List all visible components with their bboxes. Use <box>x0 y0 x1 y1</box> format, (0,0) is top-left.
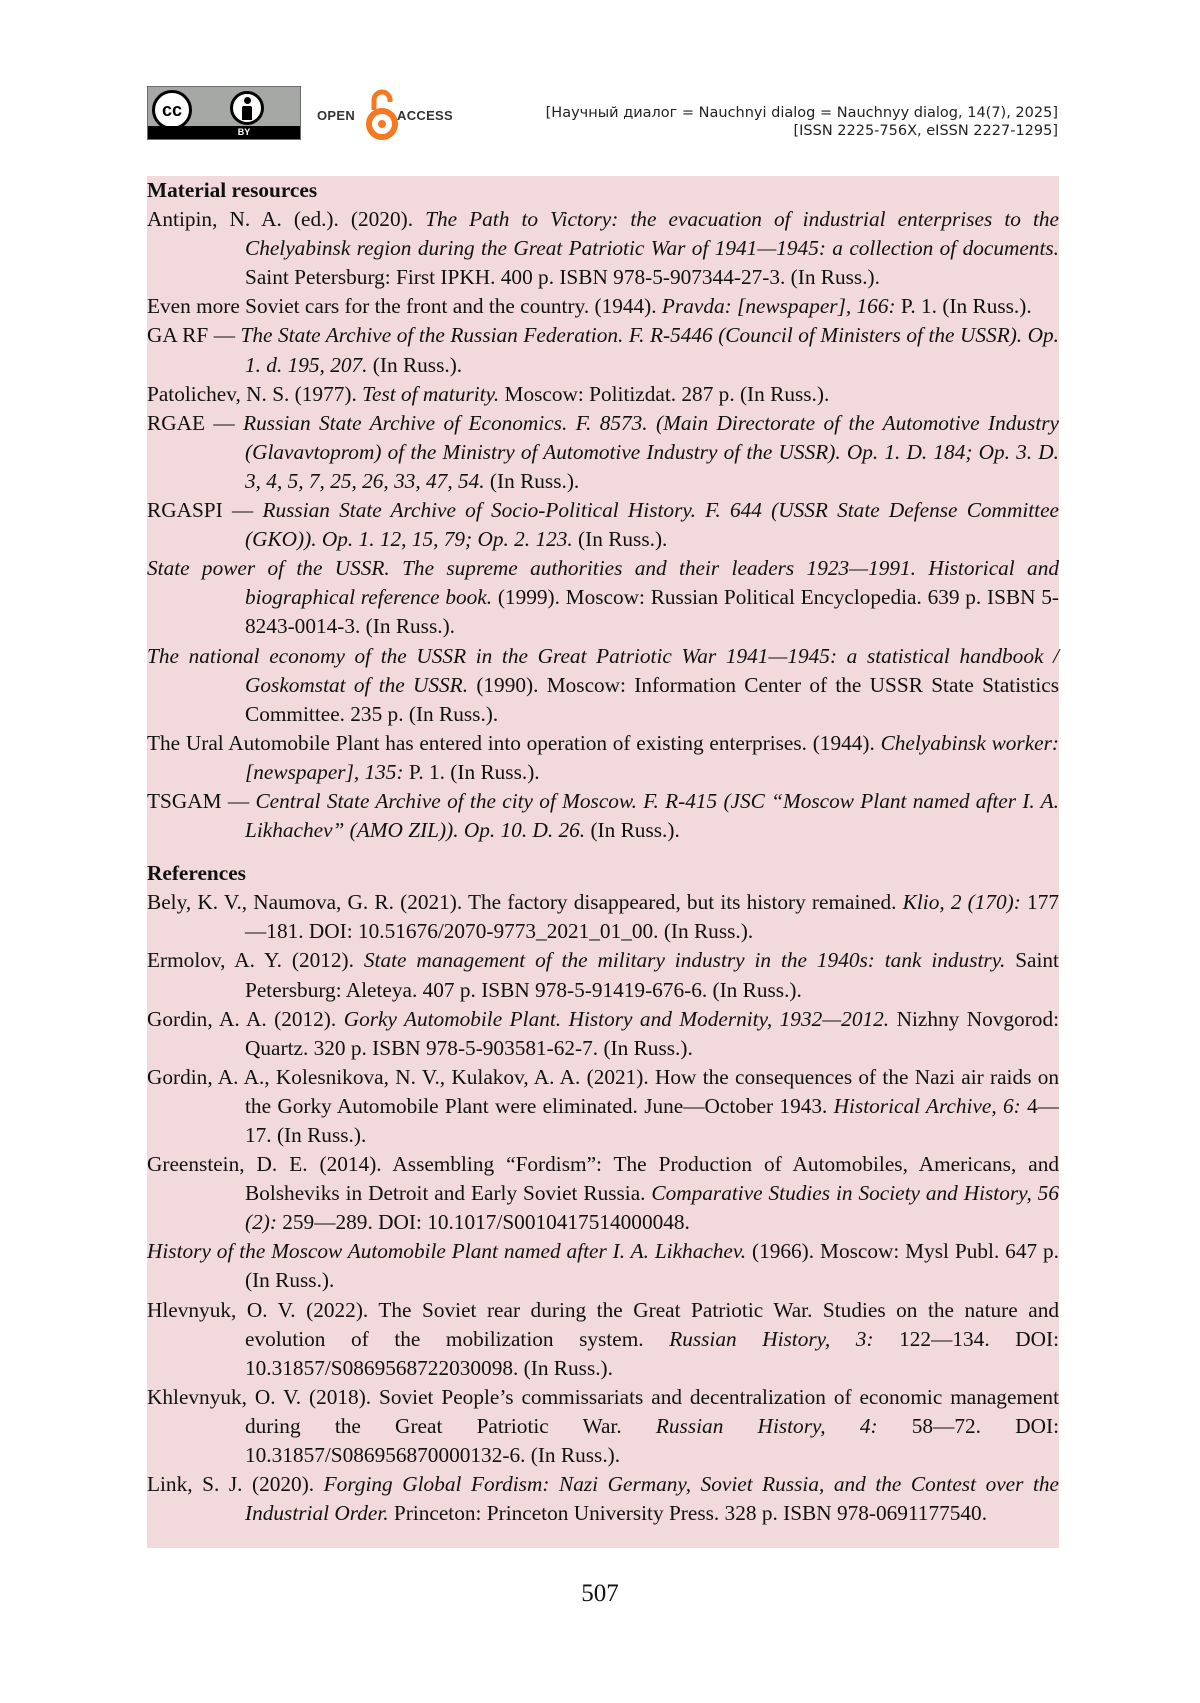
reference-text: 122—134. DOI: 10.31857/S0869568722030098. (In Russ.). <box>245 1326 1059 1380</box>
reference-text: Saint Petersburg: Aleteya. 407 p. ISBN 978-5-91419-676-6. (In Russ.). <box>245 948 1059 1002</box>
reference-italic-text: History of the Moscow Automobile Plant named after I. A. Likhachev. <box>147 1239 747 1264</box>
reference-text: Ermolov, A. Y. (2012). <box>147 948 364 973</box>
reference-entry <box>147 1150 1059 1237</box>
reference-italic-text: Chelyabinsk worker: [newspaper], 135: <box>245 730 1059 784</box>
reference-entry <box>147 321 1059 379</box>
page-header <box>147 86 1058 142</box>
reference-italic-text: Historical Archive, 6: <box>833 1093 1021 1118</box>
reference-text: (In Russ.). <box>484 468 580 493</box>
reference-text: Gordin, A. A., Kolesnikova, N. V., Kulakov, A. A. (2021). How the consequences of the Nazi air raids on the Gorky Automobile Plant were eliminated. June—October 1943. <box>147 1064 1059 1118</box>
page-number: 507 <box>581 1580 619 1607</box>
reference-entry <box>147 946 1059 1004</box>
open-lock-icon <box>364 88 400 140</box>
reference-text: (1990). Moscow: Information Center of the USSR State Statistics Committee. 235 p. (In Russ.). <box>245 672 1059 726</box>
cc-icon: cc <box>152 90 192 130</box>
open-access-right-text: ACCESS <box>397 108 453 123</box>
reference-text: Nizhny Novgorod: Quartz. 320 p. ISBN 978-5-903581-62-7. (In Russ.). <box>245 1006 1060 1060</box>
open-access-logo <box>317 86 467 142</box>
reference-text: (In Russ.). <box>572 527 668 552</box>
reference-entry <box>147 205 1059 292</box>
reference-entry <box>147 1005 1059 1063</box>
reference-text: 259—289. DOI: 10.1017/S0010417514000048. <box>276 1210 690 1235</box>
by-label: BY <box>148 126 300 139</box>
reference-text: Link, S. J. (2020). <box>147 1472 324 1497</box>
reference-text: RGAE — <box>147 410 244 435</box>
reference-text: Hlevnyuk, O. V. (2022). The Soviet rear during the Great Patriotic War. Studies on the nature and evolution of the mobilization system. <box>147 1297 1059 1351</box>
reference-italic-text: Comparative Studies in Society and History, 56 (2): <box>245 1181 1059 1235</box>
reference-italic-text: Forging Global Fordism: Nazi Germany, Soviet Russia, and the Contest over the Industrial Order. <box>245 1472 1059 1526</box>
reference-text: (1966). Moscow: Mysl Publ. 647 p. (In Russ.). <box>245 1239 1059 1293</box>
reference-entry <box>147 1237 1059 1295</box>
reference-entry <box>147 642 1059 729</box>
attribution-icon <box>230 91 264 125</box>
reference-text: The Ural Automobile Plant has entered into operation of existing enterprises. (1944). <box>147 730 881 755</box>
reference-entry <box>147 787 1059 845</box>
reference-text: 177—181. DOI: 10.51676/2070-9773_2021_01_00. (In Russ.). <box>245 890 1059 944</box>
reference-text: P. 1. (In Russ.). <box>403 759 540 784</box>
section-heading: References <box>147 861 246 886</box>
reference-text: 4—17. (In Russ.). <box>245 1093 1059 1147</box>
reference-italic-text: The Path to Victory: the evacuation of industrial enterprises to the Chelyabinsk region during the Great Patriotic War of 1941—1945: a collection of documents. <box>245 207 1059 261</box>
reference-text: Even more Soviet cars for the front and the country. (1944). <box>147 294 662 319</box>
reference-text: Bely, K. V., Naumova, G. R. (2021). The factory disappeared, but its history remained. <box>147 890 903 915</box>
section-heading: Material resources <box>147 178 318 202</box>
reference-entry <box>147 1383 1059 1470</box>
reference-italic-text: Russian State Archive of Socio-Political History. F. 644 (USSR State Defense Committee (GKO)). Op. 1. 12, 15, 79; Op. 2. 123. <box>245 498 1059 552</box>
reference-entry <box>147 1296 1059 1383</box>
reference-text: Greenstein, D. E. (2014). Assembling “Fordism”: The Production of Automobiles, Americans, and Bolsheviks in Detroit and Early Soviet Russia. <box>147 1152 1059 1206</box>
reference-italic-text: Russian History, 3: <box>669 1326 874 1351</box>
reference-list <box>147 205 1059 845</box>
reference-italic-text: Central State Archive of the city of Moscow. F. R-415 (JSC “Moscow Plant named after I. A. Likhachev” (AMO ZIL)). Op. 10. D. 26. <box>245 788 1059 843</box>
reference-italic-text: Gorky Automobile Plant. History and Modernity, 1932—2012. <box>343 1006 890 1031</box>
reference-italic-text: The national economy of the USSR in the Great Patriotic War 1941—1945: a statistical handbook / Goskomstat of the USSR. <box>147 643 1059 697</box>
reference-text: (1999). Moscow: Russian Political Encyclopedia. 639 p. ISBN 5-8243-0014-3. (In Russ.). <box>245 585 1059 639</box>
reference-italic-text: The State Archive of the Russian Federation. F. R-5446 (Council of Ministers of the USSR). Op. 1. d. 195, 207. <box>240 323 1060 377</box>
reference-entry <box>147 729 1059 787</box>
reference-italic-text: Test of maturity. <box>362 381 500 406</box>
reference-entry <box>147 380 1059 409</box>
reference-text: Princeton: Princeton University Press. 328 p. ISBN 978-0691177540. <box>388 1501 988 1526</box>
reference-entry <box>147 888 1059 946</box>
reference-text: RGASPI — <box>147 498 263 523</box>
reference-text: Khlevnyuk, O. V. (2018). Soviet People’s commissariats and decentralization of economic management during the Great Patriotic War. <box>147 1384 1059 1438</box>
reference-text: (In Russ.). <box>585 818 680 843</box>
reference-entry <box>147 1470 1059 1528</box>
cc-by-license-badge <box>147 86 301 140</box>
journal-citation: [Научный диалог = Nauchnyi dialog = Nauchnyy dialog, 14(7), 2025] <box>545 105 1058 121</box>
reference-lists <box>147 176 1059 1548</box>
reference-text: (In Russ.). <box>367 352 463 377</box>
reference-entry <box>147 554 1059 641</box>
reference-text: Saint Petersburg: First IPKH. 400 p. ISBN 978-5-907344-27-3. (In Russ.). <box>245 265 880 290</box>
reference-entry <box>147 292 1059 321</box>
reference-italic-text: State management of the military industry in the 1940s: tank industry. <box>363 948 1006 973</box>
reference-text: 58—72. DOI: 10.31857/S086956870000132-6. (In Russ.). <box>245 1413 1059 1468</box>
reference-italic-text: Pravda: [newspaper], 166: <box>661 294 896 319</box>
section-gap <box>147 845 1059 859</box>
reference-entry <box>147 409 1059 496</box>
reference-text: Antipin, N. A. (ed.). (2020). <box>147 207 426 232</box>
journal-issn: [ISSN 2225-756X, eISSN 2227-1295] <box>793 123 1058 139</box>
reference-italic-text: Russian State Archive of Economics. F. 8573. (Main Directorate of the Automotive Industry (Glavavtoprom) of the Ministry of Automotive Industry of the USSR). Op. 1. D. 184; Op. 3. D. 3, 4, 5, 7, 25, 26, 33, 47, 54. <box>243 410 1059 493</box>
reference-text: Patolichev, N. S. (1977). <box>147 381 363 406</box>
reference-italic-text: State power of the USSR. The supreme authorities and their leaders 1923—1991. Historical and biographical reference book. <box>147 556 1059 610</box>
reference-text: P. 1. (In Russ.). <box>895 294 1032 319</box>
open-access-left-text: OPEN <box>317 108 356 123</box>
reference-italic-text: Klio, 2 (170): <box>902 890 1021 915</box>
reference-italic-text: Russian History, 4: <box>655 1413 878 1438</box>
reference-entry <box>147 1063 1059 1150</box>
reference-list <box>147 888 1059 1528</box>
reference-text: GA RF — <box>147 323 241 348</box>
reference-text: TSGAM — <box>147 788 256 813</box>
reference-text: Gordin, A. A. (2012). <box>147 1006 344 1031</box>
reference-text: Moscow: Politizdat. 287 p. (In Russ.). <box>499 381 830 406</box>
journal-info <box>546 104 1058 140</box>
reference-entry <box>147 496 1059 554</box>
